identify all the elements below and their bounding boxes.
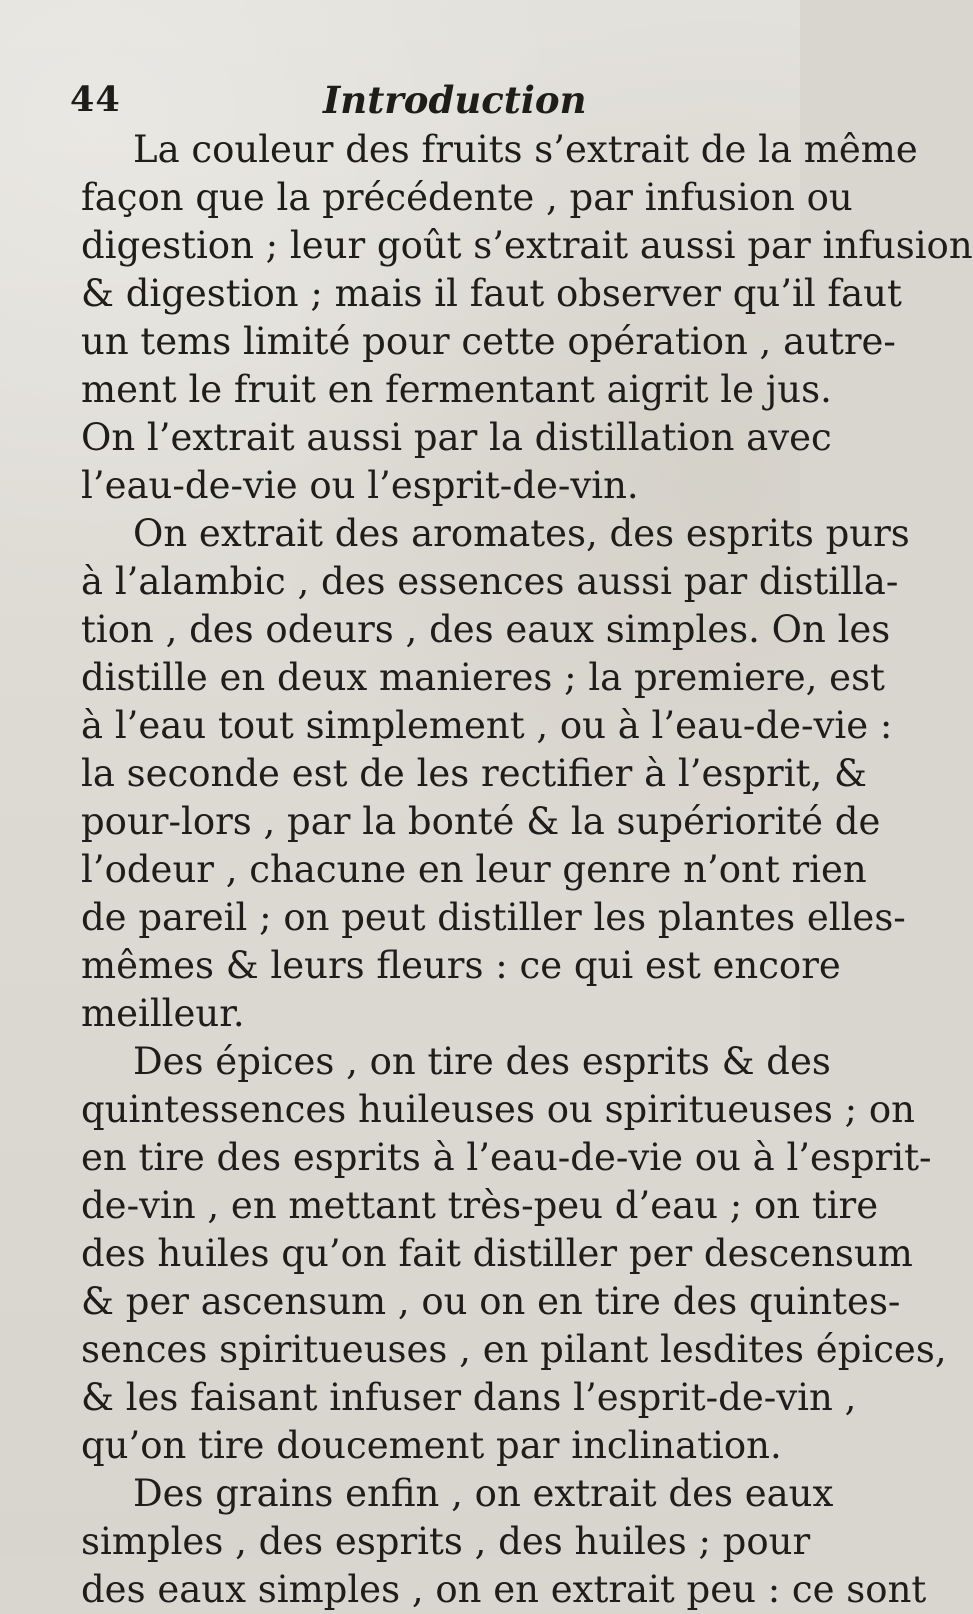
text-line: des huiles qu’on fait distiller per descensum xyxy=(81,1232,913,1275)
text-line: l’eau-de-vie ou l’esprit-de-vin. xyxy=(81,464,639,507)
text-line: & per ascensum , ou on en tire des quintes- xyxy=(81,1280,901,1323)
page-header xyxy=(70,70,750,130)
text-line: de-vin , en mettant très-peu d’eau ; on tire xyxy=(81,1184,879,1227)
page-number: 44 xyxy=(70,79,121,120)
text-line: des eaux simples , on en extrait peu : ce sont xyxy=(81,1568,927,1611)
text-line: qu’on tire doucement par inclination. xyxy=(81,1424,782,1467)
text-line: la seconde est de les rectifier à l’esprit, & xyxy=(81,752,867,795)
text-line: quintessences huileuses ou spiritueuses ; on xyxy=(81,1088,915,1131)
text-line: à l’alambic , des essences aussi par distilla- xyxy=(81,560,899,603)
text-line: & digestion ; mais il faut observer qu’il faut xyxy=(81,272,902,315)
text-line: façon que la précédente , par infusion ou xyxy=(81,176,853,219)
text-line: simples , des esprits , des huiles ; pour xyxy=(81,1520,811,1563)
text-line: un tems limité pour cette opération , autre- xyxy=(81,320,896,363)
text-line: ment le fruit en fermentant aigrit le jus. xyxy=(81,368,832,411)
text-line: Des épices , on tire des esprits & des xyxy=(133,1040,831,1083)
text-line: meilleur. xyxy=(81,992,245,1035)
text-line: l’odeur , chacune en leur genre n’ont rien xyxy=(81,848,867,891)
text-line: de pareil ; on peut distiller les plantes elles- xyxy=(81,896,906,939)
text-line: à l’eau tout simplement , ou à l’eau-de-vie : xyxy=(81,704,893,747)
text-line: & les faisant infuser dans l’esprit-de-vin , xyxy=(81,1376,857,1419)
text-line: Des grains enfin , on extrait des eaux xyxy=(133,1472,834,1515)
text-line: On l’extrait aussi par la distillation avec xyxy=(81,416,832,459)
text-line: distille en deux manieres ; la premiere, est xyxy=(81,656,885,699)
text-line: tion , des odeurs , des eaux simples. On les xyxy=(81,608,891,651)
text-line: mêmes & leurs fleurs : ce qui est encore xyxy=(81,944,841,987)
text-line: en tire des esprits à l’eau-de-vie ou à l’esprit- xyxy=(81,1136,932,1179)
text-line: sences spiritueuses , en pilant lesdites épices, xyxy=(81,1328,947,1371)
text-line: La couleur des fruits s’extrait de la même xyxy=(133,128,918,171)
running-title: Introduction xyxy=(323,78,587,122)
text-line: pour-lors , par la bonté & la supériorité de xyxy=(81,800,881,843)
text-line: On extrait des aromates, des esprits purs xyxy=(133,512,910,555)
text-line: digestion ; leur goût s’extrait aussi par infusion xyxy=(81,224,973,267)
